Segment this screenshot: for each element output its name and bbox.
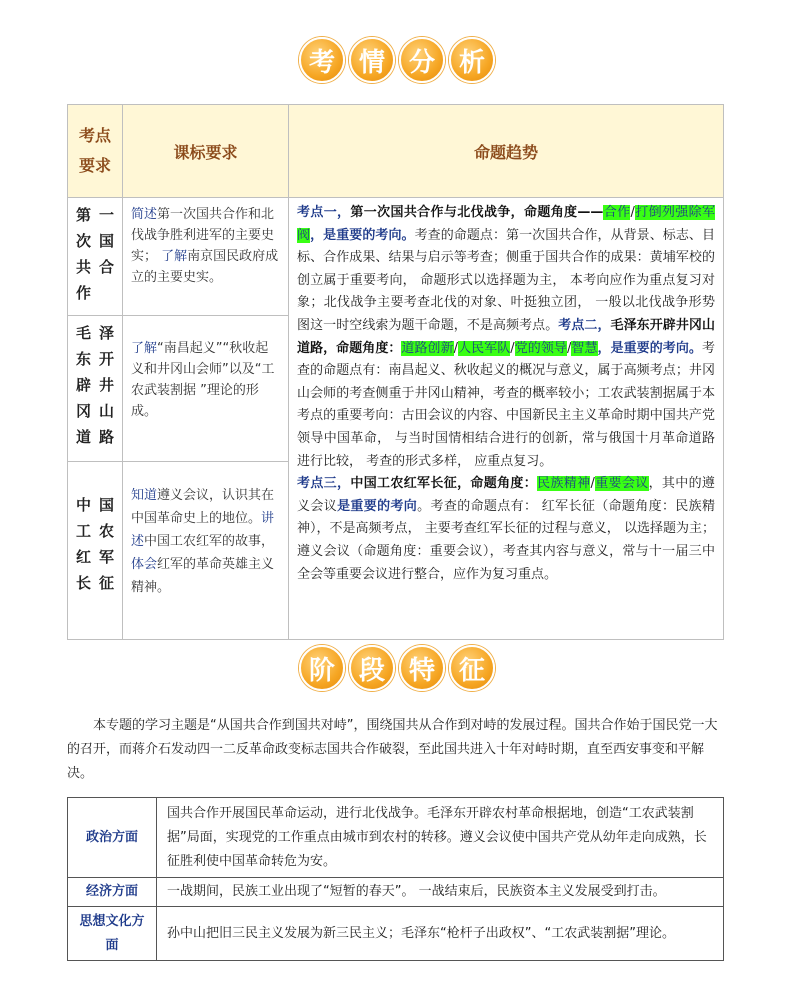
table-row: [68, 798, 724, 878]
section-banner-analysis: [0, 35, 794, 85]
highlight-keyword: 合作: [603, 205, 631, 220]
topic-cell: 中国工农红军长征: [68, 462, 123, 640]
point-label: 考点二，: [558, 317, 611, 333]
req-text: 南京国民政府成立的主要史实。: [131, 249, 279, 285]
stage-features-table: [67, 797, 724, 961]
req-keyword: 讲述: [131, 511, 275, 549]
point-title: 第一次国共合作与北伐战争，命题角度: [350, 205, 578, 220]
point-dash: ——: [577, 205, 604, 220]
highlight-keyword: 党的领导: [514, 340, 567, 356]
requirement-cell: [123, 316, 289, 462]
separator: /: [453, 340, 459, 356]
topic-cell: 第一次国共合作: [68, 198, 123, 316]
requirement-cell: [123, 198, 289, 316]
highlight-keyword: 人民军队: [458, 340, 511, 356]
aspect-label: 思想文化方面: [68, 907, 157, 961]
req-keyword: 体会: [131, 557, 158, 572]
highlight-keyword: 重要会议: [594, 476, 649, 492]
requirement-cell: [123, 462, 289, 640]
header-topic-line1: 考点: [78, 126, 111, 145]
topic-cell: 毛泽东开辟井冈山道路: [68, 316, 123, 462]
highlight-keyword: 民族精神: [537, 476, 591, 492]
banner-char: 考: [299, 37, 345, 83]
trend-text: 考查的命题点有：南昌起义、秋收起义的概况与意义，属于高频考点；井冈山会师的考查侧重于井冈山精神，考查的概率较小；工农武装割据属于本考点的重要考向：古田会议的内容、中国新民主主义革命时期中国共产党领导中国革命， 与当时国情相结合进行的创新，常与俄国十月革命道路进行比较， 考查的形式多样， 应重点复习。: [297, 340, 715, 469]
section-banner-stage: [0, 643, 794, 693]
table-row: [68, 198, 724, 316]
req-keyword: 了解: [161, 249, 188, 264]
aspect-text: 孙中山把旧三民主义发展为新三民主义；毛泽东“枪杆子出政权”、“工农武装割据”理论。: [157, 907, 724, 961]
exam-analysis-table: [67, 104, 724, 640]
highlight-keyword: 智慧: [571, 340, 598, 356]
separator: /: [630, 205, 635, 220]
banner-char: 析: [449, 37, 495, 83]
important-note: ，是重要的考向。: [310, 227, 415, 243]
table-row: [68, 878, 724, 907]
trend-cell: [289, 198, 724, 640]
aspect-label: 政治方面: [68, 798, 157, 878]
point-label: 考点三，: [297, 476, 351, 492]
highlight-keyword: 打倒列强除军阀: [297, 205, 715, 243]
trend-text: ，其中的遵义会议: [297, 476, 715, 514]
highlight-keyword: 道路创新: [401, 340, 454, 356]
header-trend: 命题趋势: [289, 105, 724, 198]
banner-char: 征: [449, 645, 495, 691]
banner-char: 特: [399, 645, 445, 691]
table-row: [68, 907, 724, 961]
separator: /: [590, 476, 595, 492]
banner-char: 阶: [299, 645, 345, 691]
req-text: 遵义会议，认识其在中国革命史上的地位。: [131, 488, 275, 526]
trend-text: 。考查的命题点有： 红军长征（命题角度：民族精神），不是高频考点， 主要考查红军长征的过程与意义， 以选择题为主；遵义会议（命题角度：重要会议），考查其内容与意义，常与十一届三中全会等重要会议进行整合，应作为复习重点。: [297, 498, 715, 582]
req-keyword: 了解: [131, 341, 158, 356]
point-title: 中国工农红军长征，命题角度：: [350, 476, 538, 492]
separator: /: [566, 340, 572, 356]
aspect-text: 一战期间，民族工业出现了“短暂的春天”。 一战结束后，民族资本主义发展受到打击。: [157, 878, 724, 907]
point-title: 毛泽东开辟井冈山道路，命题角度：: [297, 317, 715, 356]
table-header-row: [68, 105, 724, 198]
trend-text: 考查的命题点：第一次国共合作，从背景、标志、目标、合作成果、结果与启示等考查；侧重于国共合作的成果：黄埔军校的创立属于重要考向， 命题形式以选择题为主， 本考向应作为重点复习对象；北伐战争主要考查北伐的对象、叶挺独立团， 一般以北伐战争形势图这一时空线索为题干命题，不是高频考点。: [297, 227, 715, 333]
aspect-label: 经济方面: [68, 878, 157, 907]
important-note: ，是重要的考向。: [597, 340, 702, 356]
req-keyword: 知道: [131, 488, 158, 503]
req-text: “南昌起义”“秋收起义和井冈山会师”以及“工农武装割据 ”理论的形成。: [131, 341, 275, 419]
important-note: 是重要的考向: [337, 498, 418, 514]
req-keyword: 简述: [131, 207, 158, 222]
req-text: 中国工农红军的故事，: [144, 534, 275, 549]
header-requirement: 课标要求: [123, 105, 289, 198]
banner-char: 情: [349, 37, 395, 83]
banner-char: 分: [399, 37, 445, 83]
banner-char: 段: [349, 645, 395, 691]
req-text: 第一次国共合作和北伐战争胜利进军的主要史实；: [131, 207, 275, 264]
header-topic-line2: 要求: [78, 156, 111, 175]
intro-paragraph: 本专题的学习主题是“从国共合作到国共对峙”，围绕国共从合作到对峙的发展过程。国共合作始于国民党一大的召开，而蒋介石发动四一二反革命政变标志国共合作破裂，至此国共进入十年对峙时期，直至西安事变和平解决。: [67, 718, 718, 781]
separator: /: [510, 340, 515, 356]
header-topic: [68, 105, 123, 198]
req-text: 红军的革命英雄主义精神。: [131, 557, 275, 595]
point-label: 考点一，: [297, 205, 351, 220]
aspect-text: 国共合作开展国民革命运动，进行北伐战争。毛泽东开辟农村革命根据地，创造“工农武装割据”局面，实现党的工作重点由城市到农村的转移。遵义会议使中国共产党从幼年走向成熟，长征胜利使中国革命转危为安。: [157, 798, 724, 878]
